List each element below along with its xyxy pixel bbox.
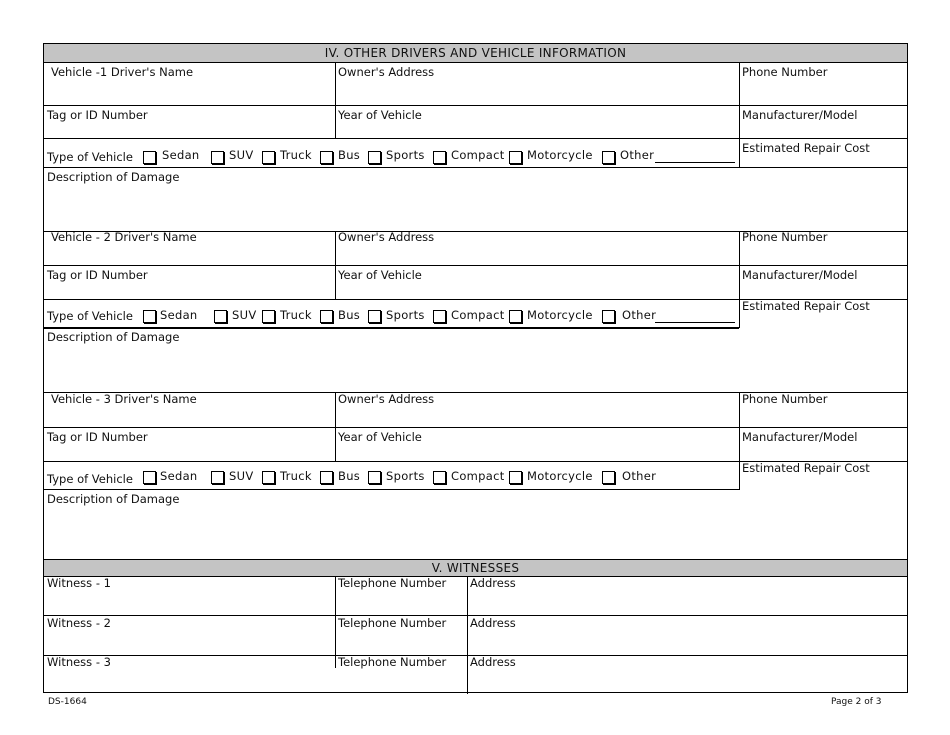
witness-1-telephone-label: Telephone Number — [338, 576, 447, 590]
vehicle-3-compact-checkbox[interactable] — [433, 471, 446, 484]
vehicle-3-damage-field[interactable] — [44, 490, 907, 559]
vehicle-3-repair-cost-label: Estimated Repair Cost — [742, 461, 870, 475]
vehicle-1-damage-field[interactable] — [44, 168, 907, 231]
vehicle-2-sedan-label: Sedan — [160, 308, 198, 322]
vehicle-3-phone-label: Phone Number — [742, 392, 828, 406]
vehicle-3-suv-label: SUV — [229, 469, 254, 483]
vehicle-3-type-row — [44, 462, 739, 490]
vehicle-2-owner-address-label: Owner's Address — [338, 230, 435, 244]
vehicle-1-owner-address-label: Owner's Address — [338, 65, 435, 79]
vehicle-2-damage-label: Description of Damage — [47, 330, 180, 344]
vehicle-1-repair-cost-label: Estimated Repair Cost — [742, 141, 870, 155]
witness-2-telephone-label: Telephone Number — [338, 616, 447, 630]
vehicle-3-manufacturer-field[interactable] — [739, 428, 907, 461]
vehicle-3-type-label: Type of Vehicle — [47, 472, 133, 486]
vehicle-2-type-label: Type of Vehicle — [47, 309, 133, 323]
vehicle-1-driver-name-label: Vehicle -1 Driver's Name — [51, 65, 194, 79]
witness-1-address-label: Address — [470, 576, 516, 590]
vehicle-1-tag-label: Tag or ID Number — [47, 108, 148, 122]
vehicle-2-type-row — [44, 300, 739, 328]
vehicle-2-owner-address-field[interactable] — [335, 232, 739, 265]
vehicle-1-type-label: Type of Vehicle — [47, 150, 133, 164]
vehicle-1-sports-checkbox[interactable] — [368, 151, 381, 164]
vehicle-1-owner-address-field[interactable] — [335, 63, 739, 105]
witness-1-label: Witness - 1 — [47, 576, 111, 590]
vehicle-2-other-label: Other — [622, 308, 657, 322]
vehicle-3-manufacturer-label: Manufacturer/Model — [742, 430, 858, 444]
vehicle-2-tag-label: Tag or ID Number — [47, 268, 148, 282]
vehicle-1-motorcycle-label: Motorcycle — [527, 148, 593, 162]
vehicle-1-truck-label: Truck — [280, 148, 312, 162]
vehicle-2-truck-checkbox[interactable] — [262, 310, 275, 323]
vehicle-1-sports-label: Sports — [386, 148, 425, 162]
vehicle-3-other-checkbox[interactable] — [602, 471, 615, 484]
vehicle-2-suv-label: SUV — [232, 308, 257, 322]
witness-3-field[interactable] — [44, 656, 335, 694]
vehicle-2-bus-label: Bus — [338, 308, 361, 322]
section-iv-header: IV. OTHER DRIVERS AND VEHICLE INFORMATION — [44, 44, 907, 63]
vehicle-1-suv-checkbox[interactable] — [211, 151, 224, 164]
vehicle-3-compact-label: Compact — [451, 469, 505, 483]
vehicle-2-other-checkbox[interactable] — [602, 310, 615, 323]
vehicle-3-year-label: Year of Vehicle — [338, 430, 422, 444]
vehicle-2-block — [44, 232, 907, 393]
vehicle-3-driver-name-label: Vehicle - 3 Driver's Name — [51, 392, 197, 406]
vehicle-2-compact-label: Compact — [451, 308, 505, 322]
witness-2-label: Witness - 2 — [47, 616, 111, 630]
section-v-header: V. WITNESSES — [44, 559, 907, 577]
vehicle-3-tag-label: Tag or ID Number — [47, 430, 148, 444]
vehicle-2-sports-label: Sports — [386, 308, 425, 322]
vehicle-3-block — [44, 393, 907, 559]
vehicle-1-compact-checkbox[interactable] — [433, 151, 446, 164]
witness-2-field[interactable] — [44, 616, 335, 655]
witness-1-address-field[interactable] — [467, 576, 907, 615]
vehicle-1-bus-label: Bus — [338, 148, 361, 162]
vehicle-1-suv-label: SUV — [229, 148, 254, 162]
vehicle-3-damage-label: Description of Damage — [47, 492, 180, 506]
vehicle-1-manufacturer-field[interactable] — [739, 106, 907, 138]
vehicle-3-sports-label: Sports — [386, 469, 425, 483]
form-id: DS-1664 — [48, 697, 87, 707]
vehicle-1-other-checkbox[interactable] — [602, 151, 615, 164]
witness-3-address-label: Address — [470, 655, 516, 669]
witness-table — [44, 576, 907, 694]
vehicle-3-other-label: Other — [622, 469, 657, 483]
vehicle-1-block — [44, 63, 907, 232]
accident-report-form-page — [43, 43, 908, 693]
vehicle-3-year-field[interactable] — [335, 428, 739, 461]
vehicle-1-truck-checkbox[interactable] — [262, 151, 275, 164]
vehicle-1-phone-field[interactable] — [739, 63, 907, 105]
vehicle-1-repair-cost-field[interactable] — [739, 139, 907, 167]
vehicle-2-driver-name-label: Vehicle - 2 Driver's Name — [51, 230, 197, 244]
vehicle-2-motorcycle-checkbox[interactable] — [509, 310, 522, 323]
vehicle-1-other-input-line[interactable] — [655, 162, 735, 163]
vehicle-1-type-row — [44, 139, 739, 167]
vehicle-3-suv-checkbox[interactable] — [211, 471, 224, 484]
vehicle-1-year-field[interactable] — [335, 106, 739, 138]
witness-2-telephone-field[interactable] — [335, 616, 467, 655]
vehicle-1-tag-field[interactable] — [44, 106, 335, 138]
vehicle-3-bus-label: Bus — [338, 469, 361, 483]
vehicle-1-damage-label: Description of Damage — [47, 170, 180, 184]
vehicle-3-owner-address-field[interactable] — [335, 393, 739, 427]
witness-3-telephone-label: Telephone Number — [338, 655, 447, 669]
witness-3-address-field[interactable] — [467, 656, 907, 694]
vehicle-2-year-field[interactable] — [335, 266, 739, 299]
vehicle-1-manufacturer-label: Manufacturer/Model — [742, 108, 858, 122]
vehicle-2-phone-field[interactable] — [739, 232, 907, 265]
vehicle-2-repair-cost-label: Estimated Repair Cost — [742, 299, 870, 313]
vehicle-2-manufacturer-label: Manufacturer/Model — [742, 268, 858, 282]
vehicle-3-tag-field[interactable] — [44, 428, 335, 461]
vehicle-2-damage-field[interactable] — [44, 328, 907, 392]
vehicle-3-driver-name-field[interactable] — [44, 393, 335, 427]
vehicle-3-owner-address-label: Owner's Address — [338, 392, 435, 406]
vehicle-2-compact-checkbox[interactable] — [433, 310, 446, 323]
vehicle-2-manufacturer-field[interactable] — [739, 266, 907, 299]
witness-1-telephone-field[interactable] — [335, 576, 467, 615]
vehicle-1-year-label: Year of Vehicle — [338, 108, 422, 122]
vehicle-3-sports-checkbox[interactable] — [368, 471, 381, 484]
vehicle-3-motorcycle-label: Motorcycle — [527, 469, 593, 483]
vehicle-3-motorcycle-checkbox[interactable] — [509, 471, 522, 484]
witness-2-address-label: Address — [470, 616, 516, 630]
witness-1-field[interactable] — [44, 576, 335, 615]
vehicle-1-other-label: Other — [620, 148, 655, 162]
page-number: Page 2 of 3 — [831, 697, 882, 707]
vehicle-2-sports-checkbox[interactable] — [368, 310, 381, 323]
vehicle-1-compact-label: Compact — [451, 148, 505, 162]
vehicle-2-repair-cost-field[interactable] — [739, 300, 907, 328]
vehicle-2-motorcycle-label: Motorcycle — [527, 308, 593, 322]
vehicle-2-other-input-line[interactable] — [655, 322, 735, 323]
vehicle-2-truck-label: Truck — [280, 308, 312, 322]
vehicle-3-truck-checkbox[interactable] — [262, 471, 275, 484]
vehicle-2-tag-field[interactable] — [44, 266, 335, 299]
vehicle-2-driver-name-field[interactable] — [44, 232, 335, 265]
witness-3-telephone-field[interactable] — [335, 656, 467, 694]
vehicle-1-driver-name-field[interactable] — [44, 63, 335, 105]
vehicle-1-sedan-checkbox[interactable] — [143, 151, 156, 164]
vehicle-2-suv-checkbox[interactable] — [214, 310, 227, 323]
vehicle-3-truck-label: Truck — [280, 469, 312, 483]
witness-2-address-field[interactable] — [467, 616, 907, 655]
vehicle-2-year-label: Year of Vehicle — [338, 268, 422, 282]
vehicle-1-sedan-label: Sedan — [162, 148, 200, 162]
vehicle-3-bus-checkbox[interactable] — [320, 471, 333, 484]
vehicle-1-motorcycle-checkbox[interactable] — [509, 151, 522, 164]
vehicle-3-phone-field[interactable] — [739, 393, 907, 427]
vehicle-2-bus-checkbox[interactable] — [320, 310, 333, 323]
vehicle-2-sedan-checkbox[interactable] — [143, 310, 156, 323]
vehicle-3-repair-cost-field[interactable] — [739, 462, 907, 490]
vehicle-3-sedan-checkbox[interactable] — [143, 471, 156, 484]
witness-3-label: Witness - 3 — [47, 655, 111, 669]
vehicle-3-sedan-label: Sedan — [160, 469, 198, 483]
vehicle-2-phone-label: Phone Number — [742, 230, 828, 244]
vehicle-1-phone-label: Phone Number — [742, 65, 828, 79]
vehicle-1-bus-checkbox[interactable] — [320, 151, 333, 164]
